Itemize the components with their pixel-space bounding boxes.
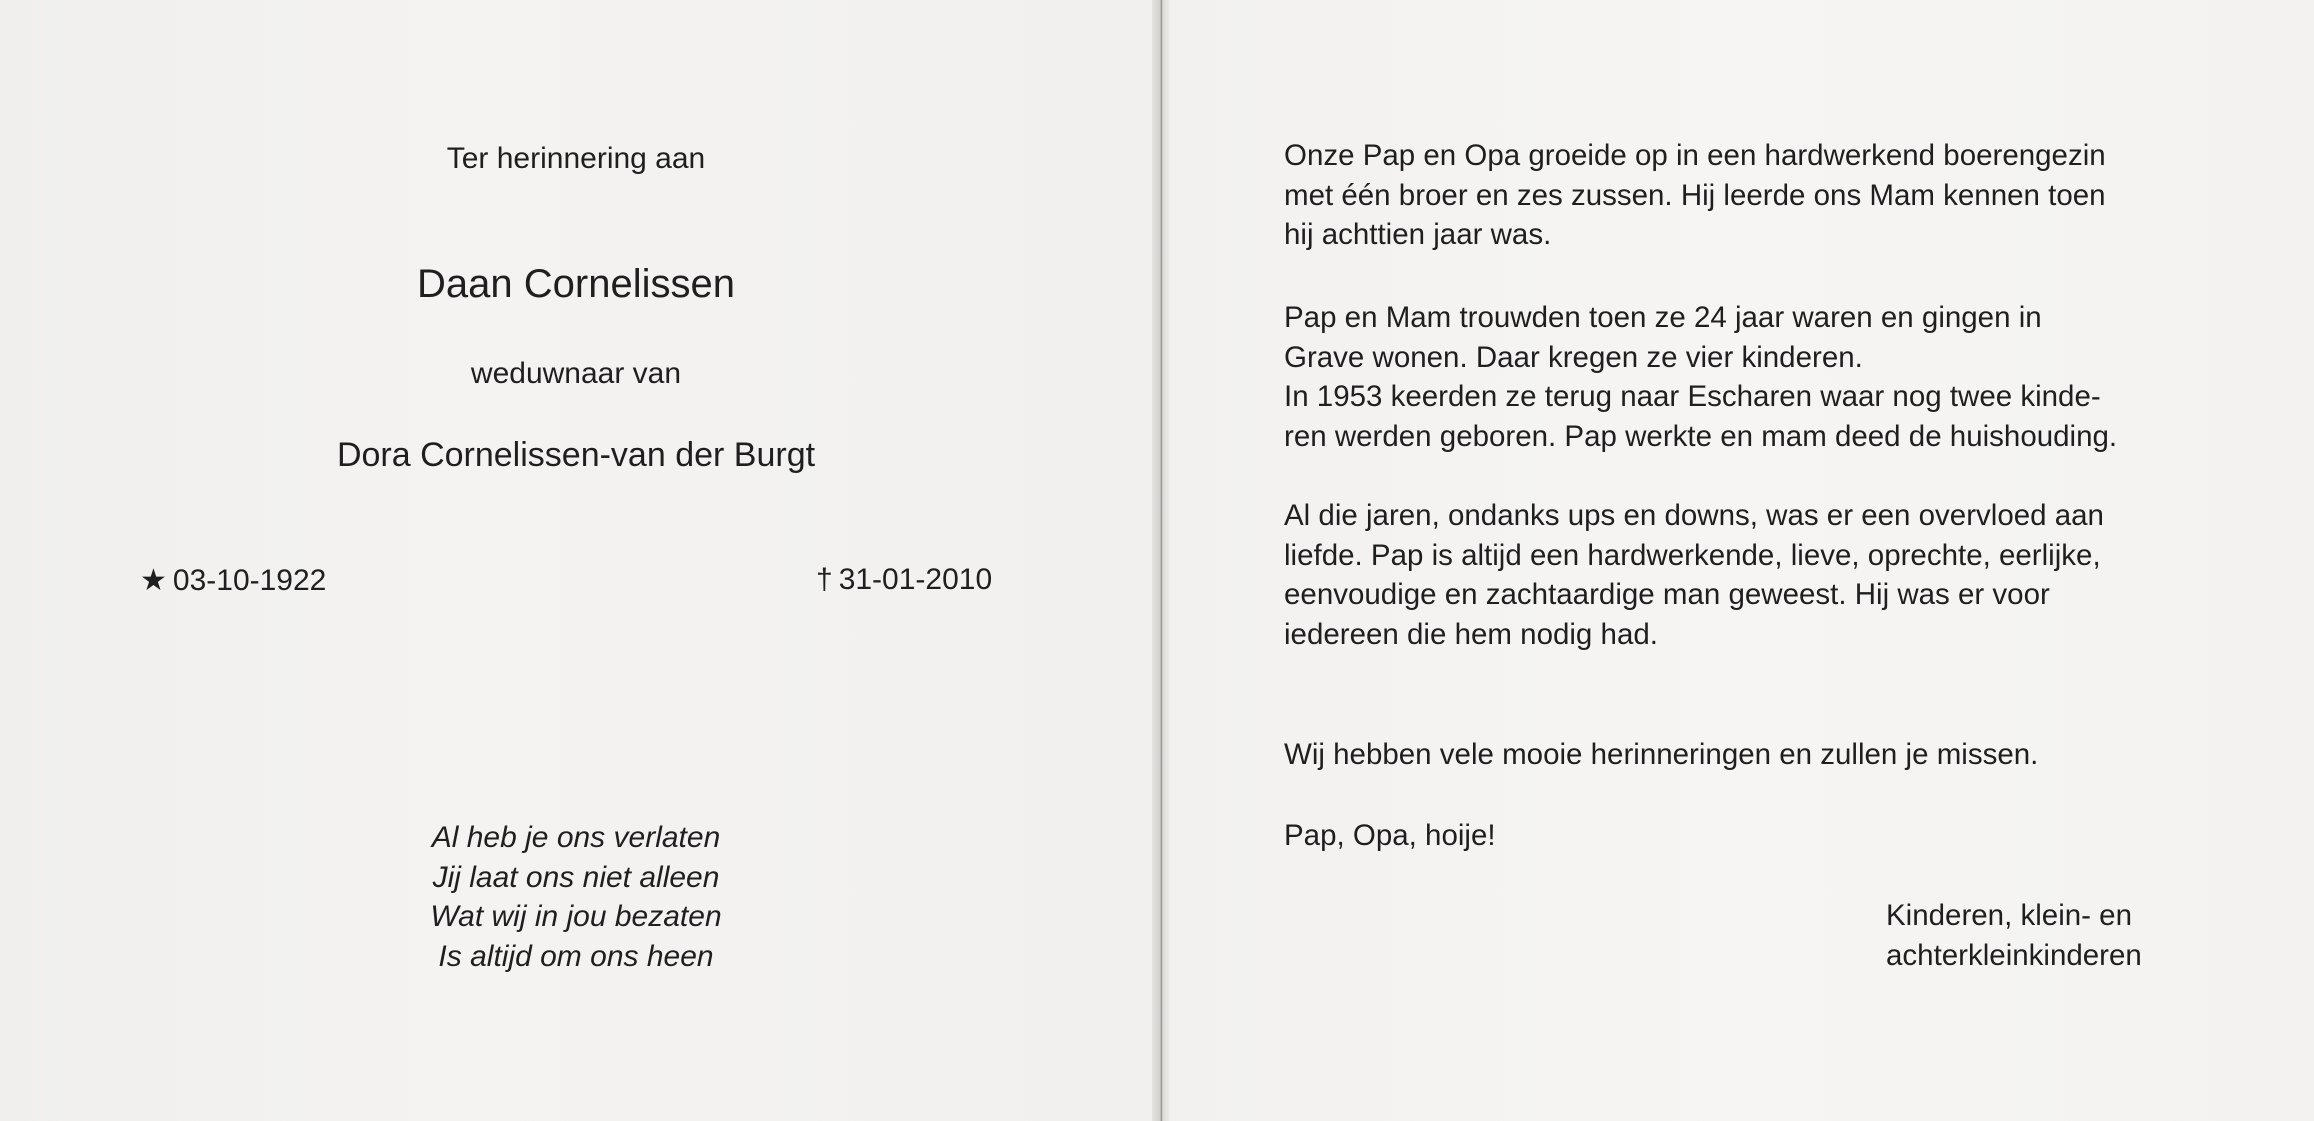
death-date-line [816,563,992,597]
story-line: met één broer en zes zussen. Hij leerde ons Mam kennen toen [1284,178,2106,212]
card-fold-divider [1152,0,1170,1121]
signature-line: achterkleinkinderen [1886,938,2142,972]
poem-line: Al heb je ons verlaten [431,821,721,854]
story-line: Pap en Mam trouwden toen ze 24 jaar waren en gingen in [1284,301,2042,334]
story-line: In 1953 keerden ze terug naar Escharen waar nog twee kinde- [1284,380,2101,413]
story-line: eenvoudige en zachtaardige man geweest. Hij was er voor [1284,578,2050,611]
story-paragraph-1 [1284,136,2218,255]
story-paragraph-3 [1284,496,2218,654]
poem-line: Jij laat ons niet alleen [432,860,720,894]
spouse-name: Dora Cornelissen-van der Burgt [336,436,816,474]
birth-date-line [140,563,326,598]
left-card-panel [0,0,1152,1121]
birth-date: 03-10-1922 [172,564,327,597]
death-date: 31-01-2010 [838,563,993,596]
story-line: hij achttien jaar was. [1284,218,1552,251]
story-line: Onze Pap en Opa groeide op in een hardwerkend boerengezin [1284,139,2106,172]
story-line: Al die jaren, ondanks ups en downs, was er een overvloed aan [1284,499,2104,532]
deceased-name: Daan Cornelissen [417,262,735,306]
intro-text: Ter herinnering aan [446,142,706,175]
signature-line: Kinderen, klein- en [1886,899,2132,932]
story-line: ren werden geboren. Pap werkte en mam deed de huishouding. [1284,419,2118,453]
poem [0,818,1152,976]
story-line: Grave wonen. Daar kregen ze vier kinderen. [1284,340,1863,374]
story-line: liefde. Pap is altijd een hardwerkende, lieve, oprechte, eerlijke, [1284,538,2101,572]
story-paragraph-5: Pap, Opa, hoije! [1284,819,1496,852]
widower-text: weduwnaar van [470,357,682,390]
cross-icon: † [816,563,833,596]
family-signature [1886,896,2142,975]
poem-line: Is altijd om ons heen [438,939,714,973]
story-paragraph-4: Wij hebben vele mooie herinneringen en zullen je missen. [1284,738,2039,771]
story-paragraph-2 [1284,298,2218,456]
poem-line: Wat wij in jou bezaten [430,900,722,933]
story-line: iedereen die hem nodig had. [1284,617,1658,651]
star-icon: ★ [140,564,167,597]
